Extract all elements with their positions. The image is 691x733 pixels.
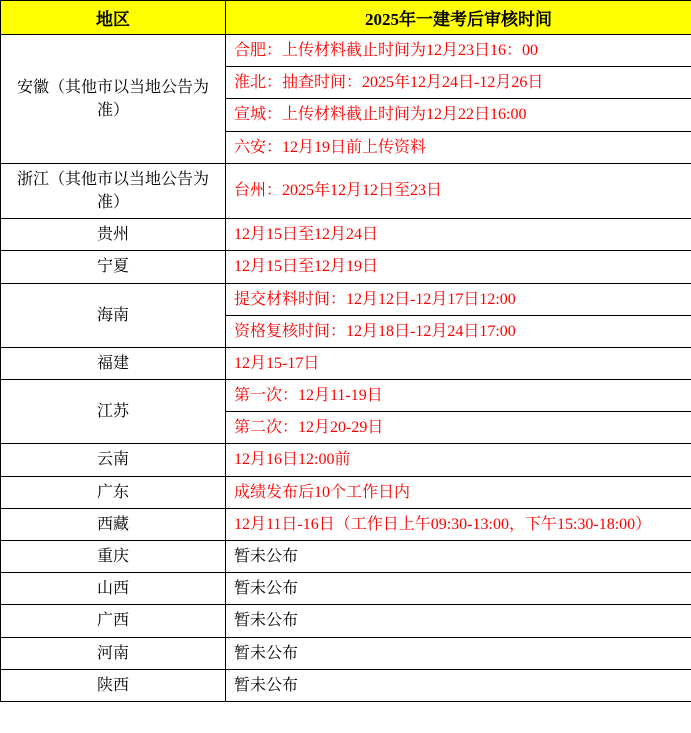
region-column-header: 地区 (1, 1, 226, 35)
table-row (1, 283, 691, 315)
table-row (1, 508, 691, 540)
region-cell: 宁夏 (1, 251, 226, 283)
table-row (1, 669, 691, 701)
region-cell: 广东 (1, 476, 226, 508)
table-body (1, 35, 691, 702)
region-cell: 西藏 (1, 508, 226, 540)
review-time-cell: 宣城：上传材料截止时间为12月22日16:00 (226, 99, 691, 131)
table-row (1, 444, 691, 476)
table-row (1, 380, 691, 412)
table-row (1, 347, 691, 379)
table-row (1, 637, 691, 669)
review-time-cell: 12月16日12:00前 (226, 444, 691, 476)
table-row (1, 163, 691, 218)
review-time-cell: 第一次：12月11-19日 (226, 380, 691, 412)
region-cell: 浙江（其他市以当地公告为准） (1, 163, 226, 218)
region-cell: 广西 (1, 605, 226, 637)
region-cell: 河南 (1, 637, 226, 669)
region-cell: 安徽（其他市以当地公告为准） (1, 35, 226, 164)
region-cell: 陕西 (1, 669, 226, 701)
header-row (1, 1, 691, 35)
review-time-cell: 台州：2025年12月12日至23日 (226, 163, 691, 218)
review-time-cell: 暂未公布 (226, 637, 691, 669)
table-row (1, 219, 691, 251)
region-cell: 海南 (1, 283, 226, 347)
region-cell: 贵州 (1, 219, 226, 251)
review-time-cell: 资格复核时间：12月18日-12月24日17:00 (226, 315, 691, 347)
table-row (1, 605, 691, 637)
time-column-header: 2025年一建考后审核时间 (226, 1, 691, 35)
review-time-cell: 提交材料时间：12月12日-12月17日12:00 (226, 283, 691, 315)
review-time-cell: 暂未公布 (226, 541, 691, 573)
review-time-cell: 12月15日至12月24日 (226, 219, 691, 251)
table-row (1, 35, 691, 67)
region-cell: 福建 (1, 347, 226, 379)
review-time-cell: 暂未公布 (226, 669, 691, 701)
review-time-cell: 暂未公布 (226, 605, 691, 637)
review-time-cell: 淮北：抽查时间：2025年12月24日-12月26日 (226, 67, 691, 99)
region-cell: 云南 (1, 444, 226, 476)
table-row (1, 251, 691, 283)
table-row (1, 573, 691, 605)
review-time-cell: 12月15日至12月19日 (226, 251, 691, 283)
review-time-cell: 暂未公布 (226, 573, 691, 605)
region-cell: 重庆 (1, 541, 226, 573)
region-cell: 江苏 (1, 380, 226, 444)
review-time-cell: 第二次：12月20-29日 (226, 412, 691, 444)
table-header (1, 1, 691, 35)
review-time-cell: 六安：12月19日前上传资料 (226, 131, 691, 163)
review-time-cell: 12月11日-16日（工作日上午09:30-13:00，下午15:30-18:00） (226, 508, 691, 540)
review-time-cell: 成绩发布后10个工作日内 (226, 476, 691, 508)
review-time-cell: 合肥：上传材料截止时间为12月23日16：00 (226, 35, 691, 67)
review-time-cell: 12月15-17日 (226, 347, 691, 379)
table-row (1, 541, 691, 573)
region-cell: 山西 (1, 573, 226, 605)
table-row (1, 476, 691, 508)
